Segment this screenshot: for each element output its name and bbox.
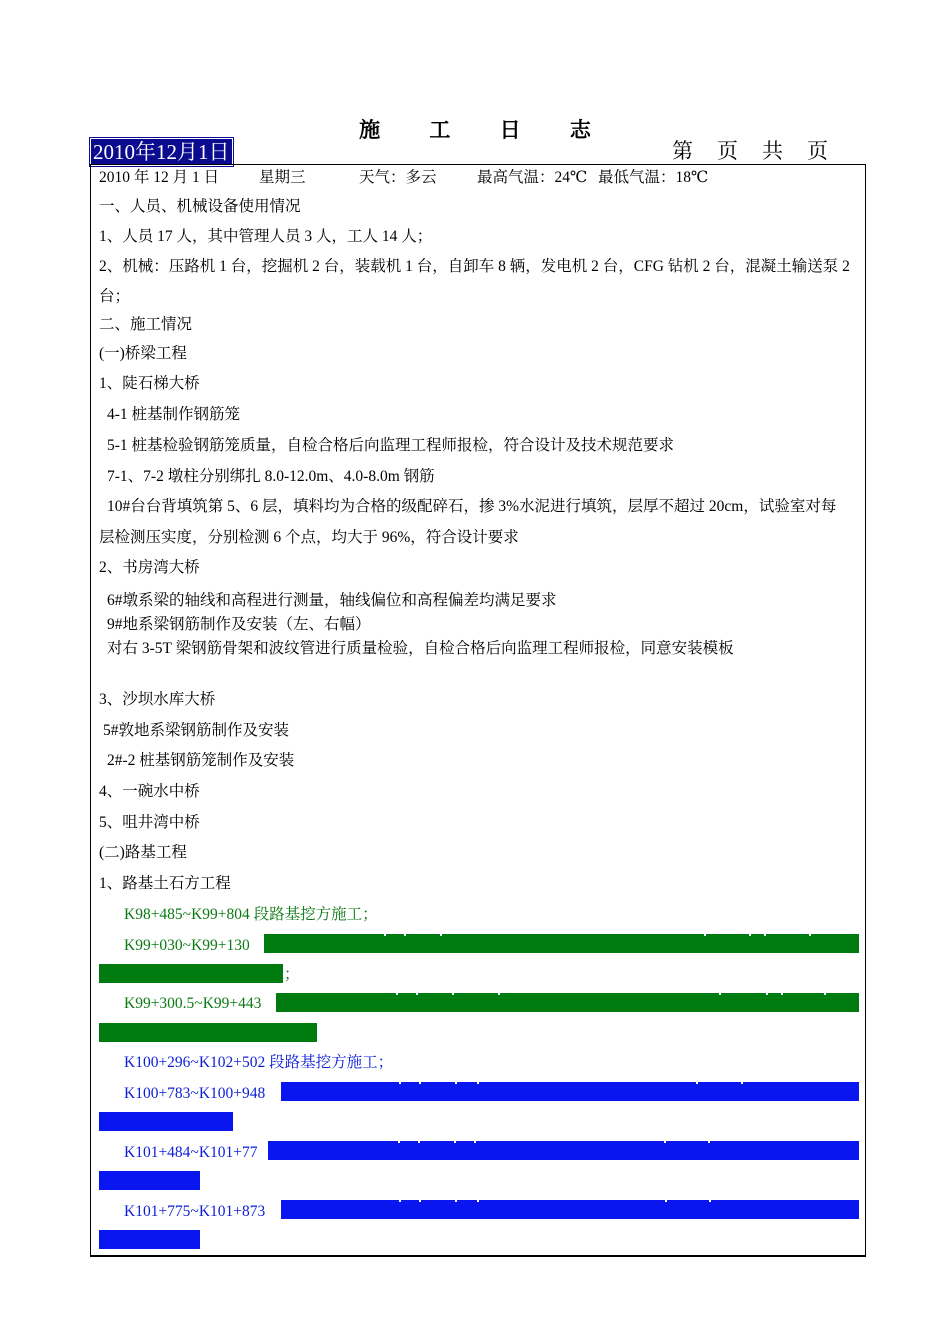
text-line: 7-1、7-2 墩柱分别绑扎 8.0-12.0m、4.0-8.0m 钢筋: [107, 468, 435, 485]
roadbed-line-blue: K101+484~K101+77: [124, 1144, 258, 1161]
date-tag: 2010年12月1日: [90, 138, 233, 166]
bridge-heading: 2、书房湾大桥: [99, 559, 200, 576]
roadbed-line-green: K99+030~K99+130: [124, 937, 250, 954]
text-line: 2#-2 桩基钢筋笼制作及安装: [107, 752, 295, 769]
bridge-heading: 3、沙坝水库大桥: [99, 691, 216, 708]
roadbed-line-green: K99+300.5~K99+443: [124, 995, 262, 1012]
page-info-gong: 共: [762, 139, 783, 163]
page-info-ye2: 页: [807, 139, 828, 163]
text-line: 1、路基土石方工程: [99, 875, 231, 892]
header-weather: 天气：多云: [359, 169, 437, 186]
redaction-bar: [99, 964, 283, 983]
header-low-temp: 最低气温：18℃: [598, 169, 709, 186]
text-line: 1、人员 17 人，其中管理人员 3 人，工人 14 人；: [99, 228, 433, 245]
text-line: 6#墩系梁的轴线和高程进行测量，轴线偏位和高程偏差均满足要求: [107, 592, 557, 609]
text-line: 9#地系梁钢筋制作及安装（左、右幅）: [107, 616, 371, 633]
text-line: 台；: [99, 288, 131, 305]
redaction-bar: [281, 1200, 859, 1219]
subsection-heading: (一)桥梁工程: [99, 345, 187, 362]
roadbed-line-end: ；: [284, 966, 300, 983]
bridge-heading: 1、陡石梯大桥: [99, 375, 200, 392]
redaction-bar: [99, 1171, 200, 1190]
redaction-bar: [268, 1141, 859, 1160]
bridge-heading: 4、一碗水中桥: [99, 783, 200, 800]
header-weekday: 星期三: [259, 169, 306, 186]
section-heading: 二、施工情况: [99, 316, 193, 333]
text-line: 5-1 桩基检验钢筋笼质量，自检合格后向监理工程师报检，符合设计及技术规范要求: [107, 437, 675, 454]
header-row: [99, 168, 708, 188]
redaction-bar: [99, 1112, 233, 1131]
header-high-temp: 最高气温：24℃: [477, 169, 588, 186]
page-info: [672, 138, 852, 164]
header-date: 2010 年 12 月 1 日: [99, 169, 220, 186]
page-info-di: 第: [672, 139, 693, 163]
text-line: 4-1 桩基制作钢筋笼: [107, 406, 241, 423]
redaction-bar: [99, 1230, 200, 1249]
redaction-bar: [264, 934, 859, 953]
text-line: 对右 3-5T 梁钢筋骨架和波纹管进行质量检验，自检合格后向监理工程师报检，同意安装模板: [107, 640, 734, 657]
redaction-bar: [281, 1082, 859, 1101]
redaction-bar: [99, 1023, 317, 1042]
page-info-ye: 页: [717, 139, 738, 163]
roadbed-line-green: K98+485~K99+804 段路基挖方施工；: [124, 906, 378, 923]
text-line: 10#台台背填筑第 5、6 层，填料均为合格的级配碎石，掺 3%水泥进行填筑，层厚不超过 20cm，试验室对每: [107, 498, 837, 515]
redaction-bar: [276, 993, 859, 1012]
subsection-heading: (二)路基工程: [99, 844, 187, 861]
section-heading: 一、人员、机械设备使用情况: [99, 198, 301, 215]
page-title: 施 工 日 志: [359, 118, 613, 142]
text-line: 5#敦地系梁钢筋制作及安装: [103, 722, 290, 739]
roadbed-line-blue: K100+296~K102+502 段路基挖方施工；: [124, 1054, 394, 1071]
text-line: 2、机械：压路机 1 台，挖掘机 2 台，装载机 1 台，自卸车 8 辆，发电机 2 台，CFG 钻机 2 台，混凝土输送泵 2: [99, 258, 850, 275]
text-line: 层检测压实度，分别检测 6 个点，均大于 96%，符合设计要求: [99, 529, 519, 546]
roadbed-line-blue: K101+775~K101+873: [124, 1203, 266, 1220]
bridge-heading: 5、咀井湾中桥: [99, 814, 200, 831]
roadbed-line-blue: K100+783~K100+948: [124, 1085, 266, 1102]
